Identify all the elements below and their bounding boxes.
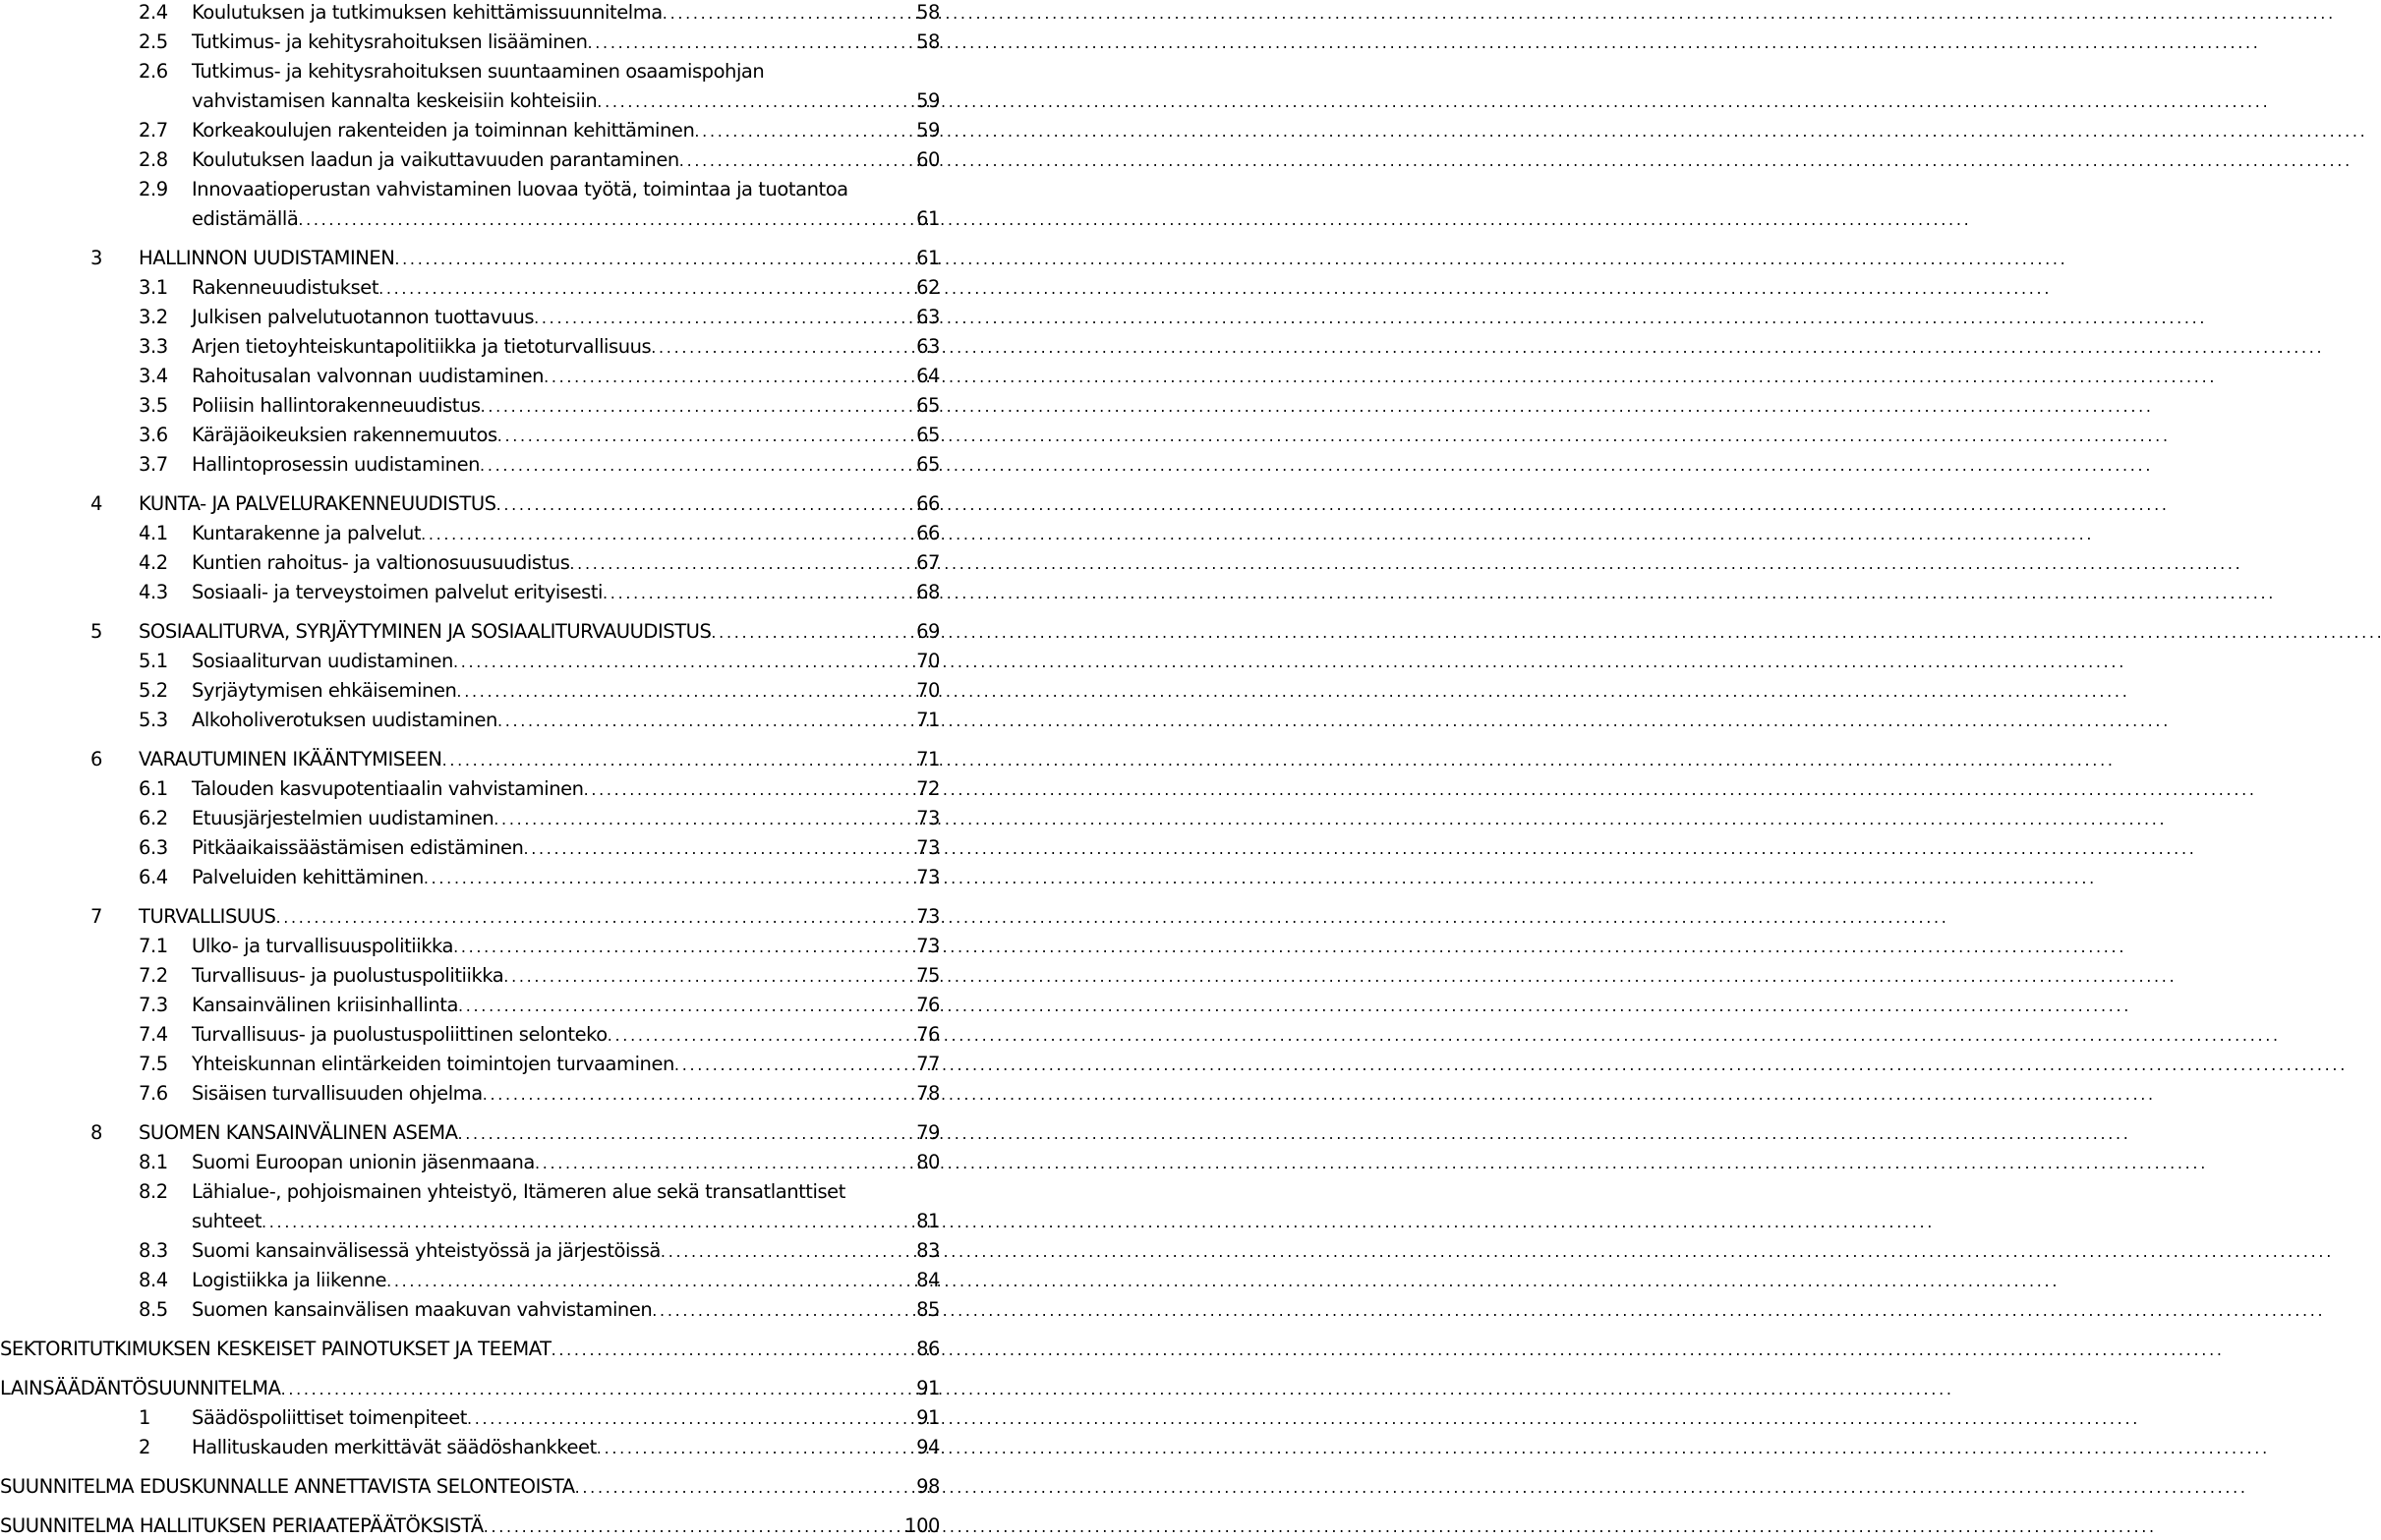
dot-leader bbox=[421, 521, 914, 547]
toc-title: Koulutuksen laadun ja vaikuttavuuden parantaminen bbox=[192, 148, 679, 171]
dot-leader bbox=[453, 934, 914, 960]
toc-title: Säädöspoliittiset toimenpiteet bbox=[192, 1406, 467, 1429]
toc-page-number: 79 bbox=[916, 1121, 940, 1144]
toc-title: Rahoitusalan valvonnan uudistaminen bbox=[192, 365, 545, 387]
toc-page-number: 66 bbox=[916, 492, 940, 515]
toc-title: Lähialue-, pohjoismainen yhteistyö, Itämeren alue sekä transatlanttiset bbox=[192, 1180, 845, 1203]
toc-page-number: 60 bbox=[916, 148, 940, 171]
toc-number: 3 bbox=[90, 247, 102, 269]
toc-number: 6.4 bbox=[139, 866, 168, 888]
toc-page-number: 80 bbox=[916, 1151, 940, 1173]
toc-number: 4 bbox=[90, 492, 102, 515]
toc-number: 3.1 bbox=[139, 276, 168, 299]
toc-number: 7.4 bbox=[139, 1023, 168, 1046]
toc-number: 2 bbox=[139, 1436, 150, 1458]
toc-page-number: 58 bbox=[916, 30, 940, 53]
toc-title-continuation: suhteet bbox=[192, 1210, 262, 1232]
toc-number: 5.3 bbox=[139, 709, 168, 731]
dot-leader bbox=[484, 1513, 902, 1540]
toc-number: 5.1 bbox=[139, 650, 168, 672]
dot-leader bbox=[394, 246, 914, 272]
toc-entry-7-6[interactable] bbox=[139, 1081, 940, 1108]
toc-title: HALLINNON UUDISTAMINEN bbox=[139, 247, 395, 269]
toc-title-continuation: edistämällä bbox=[192, 207, 299, 230]
toc-entry-5-3[interactable] bbox=[139, 708, 940, 734]
toc-entry-6[interactable] bbox=[90, 747, 940, 773]
toc-title: LAINSÄÄDÄNTÖSUUNNITELMA bbox=[0, 1377, 281, 1399]
toc-entry-continuation[interactable] bbox=[192, 88, 940, 115]
toc-page-number: 70 bbox=[916, 679, 940, 702]
toc-number: 4.1 bbox=[139, 522, 168, 544]
dot-leader bbox=[711, 619, 914, 646]
toc-title: Julkisen palvelutuotannon tuottavuus bbox=[192, 306, 535, 328]
toc-number: 1 bbox=[139, 1406, 150, 1429]
dot-leader bbox=[569, 550, 914, 577]
toc-entry-2-5[interactable] bbox=[139, 29, 940, 56]
toc-page-number: 73 bbox=[916, 866, 940, 888]
toc-page-number: 76 bbox=[916, 994, 940, 1016]
toc-page-number: 58 bbox=[916, 1, 940, 24]
dot-leader bbox=[597, 1435, 914, 1461]
toc-page-number: 85 bbox=[916, 1298, 940, 1321]
toc-entry-6-3[interactable] bbox=[139, 835, 940, 862]
toc-number: 7.2 bbox=[139, 964, 168, 987]
toc-number: 2.9 bbox=[139, 178, 168, 200]
toc-title: Arjen tietoyhteiskuntapolitiikka ja tietoturvallisuus bbox=[192, 335, 652, 358]
toc-page-number: 94 bbox=[916, 1436, 940, 1458]
toc-page-number: 81 bbox=[916, 1210, 940, 1232]
toc-number: 7.6 bbox=[139, 1082, 168, 1105]
dot-leader bbox=[456, 678, 914, 705]
toc-number: 7.3 bbox=[139, 994, 168, 1016]
toc-number: 7.5 bbox=[139, 1053, 168, 1075]
dot-leader bbox=[483, 1081, 914, 1108]
toc-page-number: 66 bbox=[916, 522, 940, 544]
toc-number: 6.1 bbox=[139, 777, 168, 800]
toc-page-number: 73 bbox=[916, 905, 940, 928]
toc-title: Suomi Euroopan unionin jäsenmaana bbox=[192, 1151, 535, 1173]
toc-page-number: 83 bbox=[916, 1239, 940, 1262]
toc-entry-4-3[interactable] bbox=[139, 580, 940, 606]
dot-leader bbox=[497, 708, 914, 734]
dot-leader bbox=[494, 806, 914, 832]
table-of-contents bbox=[0, 0, 944, 1537]
dot-leader bbox=[481, 393, 914, 420]
toc-entry-3-1[interactable] bbox=[139, 275, 940, 302]
toc-entry-section[interactable] bbox=[0, 1376, 940, 1402]
toc-title: Sosiaaliturvan uudistaminen bbox=[192, 650, 453, 672]
toc-title: Pitkäaikaissäästämisen edistäminen bbox=[192, 836, 524, 859]
toc-title: Käräjäoikeuksien rakennemuutos bbox=[192, 424, 497, 446]
dot-leader bbox=[679, 147, 914, 174]
toc-title: KUNTA- JA PALVELURAKENNEUUDISTUS bbox=[139, 492, 496, 515]
toc-entry-3-7[interactable] bbox=[139, 452, 940, 479]
toc-number: 6.3 bbox=[139, 836, 168, 859]
toc-entry-7-3[interactable] bbox=[139, 993, 940, 1019]
toc-page-number: 65 bbox=[916, 394, 940, 417]
toc-number: 8 bbox=[90, 1121, 102, 1144]
toc-number: 8.2 bbox=[139, 1180, 168, 1203]
dot-leader bbox=[453, 649, 914, 675]
toc-entry-7[interactable] bbox=[90, 904, 940, 931]
toc-page-number: 73 bbox=[916, 935, 940, 957]
toc-page-number: 75 bbox=[916, 964, 940, 987]
toc-page-number: 73 bbox=[916, 836, 940, 859]
toc-entry-1[interactable] bbox=[139, 1405, 940, 1432]
dot-leader bbox=[503, 963, 914, 990]
toc-number: 8.1 bbox=[139, 1151, 168, 1173]
toc-page-number: 77 bbox=[916, 1053, 940, 1075]
toc-title: Poliisin hallintorakenneuudistus bbox=[192, 394, 481, 417]
toc-number: 8.5 bbox=[139, 1298, 168, 1321]
toc-page-number: 91 bbox=[916, 1406, 940, 1429]
toc-entry-3[interactable] bbox=[90, 246, 940, 272]
toc-title: Kuntien rahoitus- ja valtionosuusuudistus bbox=[192, 551, 570, 574]
toc-number: 7.1 bbox=[139, 935, 168, 957]
toc-entry-8-2[interactable] bbox=[139, 1179, 845, 1205]
toc-entry-8-1[interactable] bbox=[139, 1150, 940, 1176]
toc-page-number: 61 bbox=[916, 247, 940, 269]
toc-page-number: 72 bbox=[916, 777, 940, 800]
toc-entry-2-8[interactable] bbox=[139, 147, 940, 174]
dot-leader bbox=[386, 1268, 914, 1294]
toc-page-number: 73 bbox=[916, 807, 940, 829]
toc-entry-continuation[interactable] bbox=[192, 206, 940, 233]
toc-page-number: 71 bbox=[916, 748, 940, 770]
toc-entry-7-1[interactable] bbox=[139, 934, 940, 960]
toc-page-number: 76 bbox=[916, 1023, 940, 1046]
toc-title: Ulko- ja turvallisuuspolitiikka bbox=[192, 935, 454, 957]
toc-title: Koulutuksen ja tutkimuksen kehittämissuunnitelma bbox=[192, 1, 663, 24]
toc-entry-4[interactable] bbox=[90, 491, 940, 518]
toc-entry-8-5[interactable] bbox=[139, 1297, 940, 1324]
toc-title-continuation: vahvistamisen kannalta keskeisiin kohteisiin bbox=[192, 89, 598, 112]
toc-title: Turvallisuus- ja puolustuspoliittinen selonteko bbox=[192, 1023, 608, 1046]
toc-title: Palveluiden kehittäminen bbox=[192, 866, 424, 888]
toc-number: 2.4 bbox=[139, 1, 168, 24]
toc-title: Syrjäytymisen ehkäiseminen bbox=[192, 679, 457, 702]
toc-number: 6 bbox=[90, 748, 102, 770]
toc-page-number: 61 bbox=[916, 207, 940, 230]
toc-entry-2-7[interactable] bbox=[139, 118, 940, 144]
toc-number: 3.4 bbox=[139, 365, 168, 387]
toc-entry-8-3[interactable] bbox=[139, 1238, 940, 1265]
toc-entry-3-6[interactable] bbox=[139, 423, 940, 449]
toc-title: SEKTORITUTKIMUKSEN KESKEISET PAINOTUKSET JA TEEMAT bbox=[0, 1338, 552, 1360]
dot-leader bbox=[597, 88, 914, 115]
toc-entry-section[interactable] bbox=[0, 1513, 940, 1540]
dot-leader bbox=[424, 865, 914, 891]
toc-entry-3-5[interactable] bbox=[139, 393, 940, 420]
toc-number: 8.4 bbox=[139, 1269, 168, 1291]
dot-leader bbox=[497, 423, 914, 449]
dot-leader bbox=[663, 0, 914, 27]
toc-entry-continuation[interactable] bbox=[192, 1209, 940, 1235]
toc-page-number: 84 bbox=[916, 1269, 940, 1291]
toc-number: 3.7 bbox=[139, 453, 168, 476]
toc-entry-4-1[interactable] bbox=[139, 521, 940, 547]
toc-title: Suomi kansainvälisessä yhteistyössä ja järjestöissä bbox=[192, 1239, 661, 1262]
dot-leader bbox=[575, 1474, 914, 1501]
toc-title: Talouden kasvupotentiaalin vahvistaminen bbox=[192, 777, 584, 800]
toc-title: SOSIAALITURVA, SYRJÄYTYMINEN JA SOSIAALITURVAUUDISTUS bbox=[139, 620, 712, 643]
toc-entry-6-4[interactable] bbox=[139, 865, 940, 891]
toc-entry-3-3[interactable] bbox=[139, 334, 940, 361]
dot-leader bbox=[588, 29, 915, 56]
toc-number: 4.2 bbox=[139, 551, 168, 574]
toc-title: SUUNNITELMA EDUSKUNNALLE ANNETTAVISTA SELONTEOISTA bbox=[0, 1475, 575, 1498]
dot-leader bbox=[281, 1376, 915, 1402]
toc-page-number: 69 bbox=[916, 620, 940, 643]
toc-page-number: 68 bbox=[916, 581, 940, 603]
toc-page-number: 65 bbox=[916, 424, 940, 446]
toc-entry-2-6[interactable] bbox=[139, 59, 764, 85]
toc-entry-section[interactable] bbox=[0, 1337, 940, 1363]
toc-entry-6-2[interactable] bbox=[139, 806, 940, 832]
toc-number: 2.6 bbox=[139, 60, 168, 83]
dot-leader bbox=[480, 452, 914, 479]
toc-page-number: 67 bbox=[916, 551, 940, 574]
dot-leader bbox=[378, 275, 914, 302]
toc-number: 8.3 bbox=[139, 1239, 168, 1262]
toc-title: VARAUTUMINEN IKÄÄNTYMISEEN bbox=[139, 748, 442, 770]
dot-leader bbox=[458, 1120, 915, 1147]
toc-number: 3.5 bbox=[139, 394, 168, 417]
toc-number: 2.8 bbox=[139, 148, 168, 171]
toc-number: 3.2 bbox=[139, 306, 168, 328]
toc-entry-4-2[interactable] bbox=[139, 550, 940, 577]
toc-number: 3.3 bbox=[139, 335, 168, 358]
toc-title: Korkeakoulujen rakenteiden ja toiminnan kehittäminen bbox=[192, 119, 695, 142]
toc-entry-2-4[interactable] bbox=[139, 0, 940, 27]
dot-leader bbox=[674, 1052, 914, 1078]
dot-leader bbox=[496, 491, 915, 518]
toc-page-number: 70 bbox=[916, 650, 940, 672]
dot-leader bbox=[584, 776, 914, 803]
dot-leader bbox=[442, 747, 915, 773]
toc-number: 2.7 bbox=[139, 119, 168, 142]
dot-leader bbox=[552, 1337, 915, 1363]
toc-title: Sosiaali- ja terveystoimen palvelut erityisesti bbox=[192, 581, 604, 603]
toc-title: Yhteiskunnan elintärkeiden toimintojen turvaaminen bbox=[192, 1053, 674, 1075]
dot-leader bbox=[652, 1297, 914, 1324]
toc-entry-2-9[interactable] bbox=[139, 177, 848, 202]
toc-title: TURVALLISUUS bbox=[139, 905, 276, 928]
toc-title: Logistiikka ja liikenne bbox=[192, 1269, 387, 1291]
toc-page-number: 63 bbox=[916, 335, 940, 358]
toc-page-number: 98 bbox=[916, 1475, 940, 1498]
toc-page-number: 64 bbox=[916, 365, 940, 387]
toc-number: 6.2 bbox=[139, 807, 168, 829]
dot-leader bbox=[534, 305, 914, 331]
toc-page-number: 91 bbox=[916, 1377, 940, 1399]
toc-page-number: 65 bbox=[916, 453, 940, 476]
dot-leader bbox=[608, 1022, 914, 1049]
dot-leader bbox=[261, 1209, 914, 1235]
dot-leader bbox=[603, 580, 914, 606]
toc-entry-3-2[interactable] bbox=[139, 305, 940, 331]
toc-entry-8[interactable] bbox=[90, 1120, 940, 1147]
toc-title: Suomen kansainvälisen maakuvan vahvistaminen bbox=[192, 1298, 653, 1321]
toc-page-number: 71 bbox=[916, 709, 940, 731]
toc-number: 5.2 bbox=[139, 679, 168, 702]
dot-leader bbox=[275, 904, 914, 931]
toc-entry-7-5[interactable] bbox=[139, 1052, 940, 1078]
toc-entry-5[interactable] bbox=[90, 619, 940, 646]
toc-page-number: 100 bbox=[904, 1514, 940, 1537]
toc-page-number: 62 bbox=[916, 276, 940, 299]
toc-number: 3.6 bbox=[139, 424, 168, 446]
dot-leader bbox=[544, 364, 914, 390]
toc-title: Rakenneuudistukset bbox=[192, 276, 379, 299]
toc-title: Alkoholiverotuksen uudistaminen bbox=[192, 709, 497, 731]
toc-title: SUUNNITELMA HALLITUKSEN PERIAATEPÄÄTÖKSISTÄ bbox=[0, 1514, 484, 1537]
toc-page-number: 78 bbox=[916, 1082, 940, 1105]
dot-leader bbox=[661, 1238, 914, 1265]
dot-leader bbox=[694, 118, 914, 144]
toc-title: Turvallisuus- ja puolustuspolitiikka bbox=[192, 964, 504, 987]
dot-leader bbox=[467, 1405, 914, 1432]
toc-title: Hallituskauden merkittävät säädöshankkeet bbox=[192, 1436, 597, 1458]
dot-leader bbox=[523, 835, 914, 862]
dot-leader bbox=[651, 334, 914, 361]
toc-number: 2.5 bbox=[139, 30, 168, 53]
toc-title: Tutkimus- ja kehitysrahoituksen lisääminen bbox=[192, 30, 588, 53]
toc-entry-5-2[interactable] bbox=[139, 678, 940, 705]
toc-number: 4.3 bbox=[139, 581, 168, 603]
toc-entry-3-4[interactable] bbox=[139, 364, 940, 390]
toc-entry-5-1[interactable] bbox=[139, 649, 940, 675]
toc-entry-8-4[interactable] bbox=[139, 1268, 940, 1294]
toc-entry-6-1[interactable] bbox=[139, 776, 940, 803]
dot-leader bbox=[458, 993, 914, 1019]
toc-entry-section[interactable] bbox=[0, 1474, 940, 1501]
toc-title: Kansainvälinen kriisinhallinta bbox=[192, 994, 458, 1016]
dot-leader bbox=[535, 1150, 914, 1176]
toc-entry-2[interactable] bbox=[139, 1435, 940, 1461]
toc-title: Hallintoprosessin uudistaminen bbox=[192, 453, 481, 476]
toc-title: SUOMEN KANSAINVÄLINEN ASEMA bbox=[139, 1121, 458, 1144]
toc-entry-7-2[interactable] bbox=[139, 963, 940, 990]
toc-page-number: 63 bbox=[916, 306, 940, 328]
toc-title: Etuusjärjestelmien uudistaminen bbox=[192, 807, 494, 829]
toc-page-number: 59 bbox=[916, 89, 940, 112]
toc-entry-7-4[interactable] bbox=[139, 1022, 940, 1049]
toc-title: Innovaatioperustan vahvistaminen luovaa työtä, toimintaa ja tuotantoa bbox=[192, 178, 848, 200]
toc-title: Tutkimus- ja kehitysrahoituksen suuntaaminen osaamispohjan bbox=[192, 60, 765, 83]
toc-title: Sisäisen turvallisuuden ohjelma bbox=[192, 1082, 483, 1105]
toc-title: Kuntarakenne ja palvelut bbox=[192, 522, 422, 544]
dot-leader bbox=[298, 206, 914, 233]
toc-page-number: 86 bbox=[916, 1338, 940, 1360]
toc-number: 7 bbox=[90, 905, 102, 928]
toc-number: 5 bbox=[90, 620, 102, 643]
toc-page-number: 59 bbox=[916, 119, 940, 142]
